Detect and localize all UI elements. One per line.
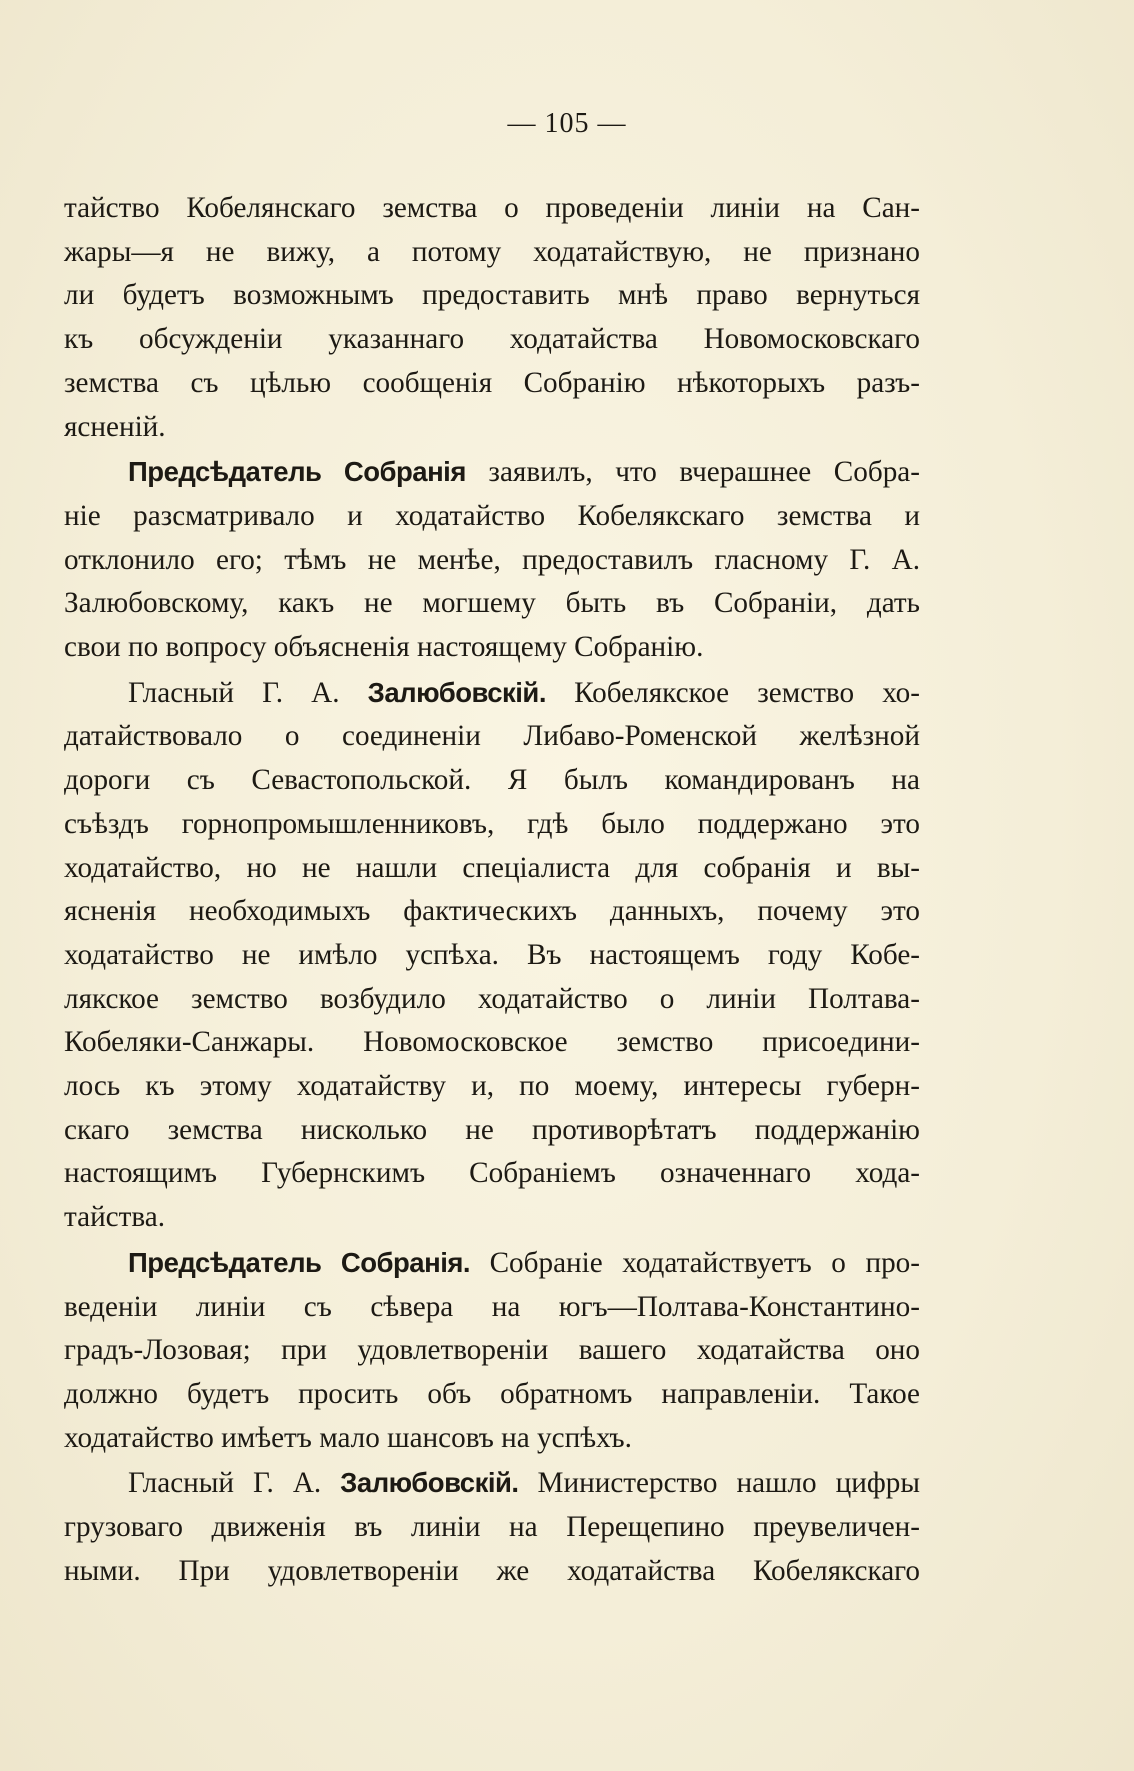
text-body — [64, 187, 920, 1595]
text-line: дороги съ Севастопольской. Я былъ командированъ на — [64, 764, 920, 797]
text-line: веденiи линiи съ сѣвера на югъ—Полтава-Константино- — [64, 1290, 920, 1323]
text-line: градъ-Лозовая; при удовлетворенiи вашего ходатайства оно — [64, 1334, 920, 1367]
text-line: ными. При удовлетворенiи же ходатайства Кобелякскаго — [64, 1554, 920, 1587]
text-line: тайства. — [64, 1201, 166, 1234]
text-line: Кобеляки-Санжары. Новомосковское земство присоедини- — [64, 1026, 920, 1059]
text-line: ходатайство не имѣло успѣха. Въ настоящемъ году Кобе- — [64, 938, 920, 971]
speaker-name: Залюбовскiй. — [367, 676, 546, 708]
speaker-name: Предсѣдатель Собранiя — [128, 456, 466, 488]
speaker-prefix: Гласный Г. А. — [128, 676, 368, 709]
paragraph — [64, 1241, 920, 1461]
speaker-name: Залюбовскiй. — [340, 1467, 519, 1499]
text-line: тайство Кобелянскаго земства о проведенiи линiи на Сан- — [64, 192, 920, 224]
text-line: Залюбовскому, какъ не могшему быть въ Собранiи, дать — [64, 587, 920, 620]
speaker-name: Предсѣдатель Собранiя. — [128, 1246, 471, 1278]
text-line: настоящимъ Губернскимъ Собранiемъ означеннаго хода- — [64, 1157, 920, 1190]
page-number: — 105 — — [507, 108, 627, 139]
text-line: съѣздъ горнопромышленниковъ, гдѣ было поддержано это — [64, 807, 920, 840]
text-line: ясненiй. — [64, 410, 166, 443]
paragraph — [64, 1461, 920, 1593]
text-line: датайствовало о соединенiи Либаво-Роменской желѣзной — [64, 720, 920, 753]
text-line: жары—я не вижу, а потому ходатайствую, не признано — [64, 235, 920, 268]
speaker-prefix: Гласный Г. А. — [128, 1467, 341, 1500]
text-line: Предсѣдатель Собранiя. Собранiе ходатайствуетъ о про- — [128, 1246, 920, 1279]
text-line: ясненiя необходимыхъ фактическихъ данныхъ, почему это — [64, 895, 920, 928]
text-line: должно будетъ просить объ обратномъ направленiи. Такое — [64, 1377, 920, 1410]
text-line: ходатайство имѣетъ мало шансовъ на успѣхъ. — [64, 1421, 632, 1454]
text-line: земства съ цѣлью сообщенiя Собранiю нѣкоторыхъ разъ- — [64, 366, 920, 399]
text-line: къ обсужденiи указаннаго ходатайства Новомосковскаго — [64, 323, 920, 356]
text-line: Гласный Г. А. Залюбовскiй. Кобелякское земство хо- — [128, 676, 920, 709]
text-line: Предсѣдатель Собранiя заявилъ, что вчерашнее Собра- — [128, 456, 920, 489]
text-line: скаго земства нисколько не противорѣтатъ поддержанiю — [64, 1113, 920, 1146]
paragraph — [64, 450, 920, 670]
text-line: лякское земство возбудило ходатайство о линiи Полтава- — [64, 982, 920, 1015]
text-line: лось къ этому ходатайству и, по моему, интересы губерн- — [64, 1070, 920, 1103]
text-line: ходатайство, но не нашли спецiалиста для собранiя и вы- — [64, 851, 920, 884]
text-line: грузоваго движенiя въ линiи на Перещепино преувеличен- — [64, 1511, 920, 1544]
text-line: отклонило его; тѣмъ не менѣе, предоставилъ гласному Г. А. — [64, 543, 920, 576]
text-line: Гласный Г. А. Залюбовскiй. Министерство нашло цифры — [128, 1467, 920, 1500]
paragraph — [64, 187, 920, 449]
text-line: нiе разсматривало и ходатайство Кобелякскаго земства и — [64, 499, 920, 532]
text-line: ли будетъ возможнымъ предоставить мнѣ право вернуться — [64, 279, 920, 312]
paragraph — [64, 671, 920, 1240]
text-line: свои по вопросу объясненiя настоящему Собранiю. — [64, 631, 704, 664]
